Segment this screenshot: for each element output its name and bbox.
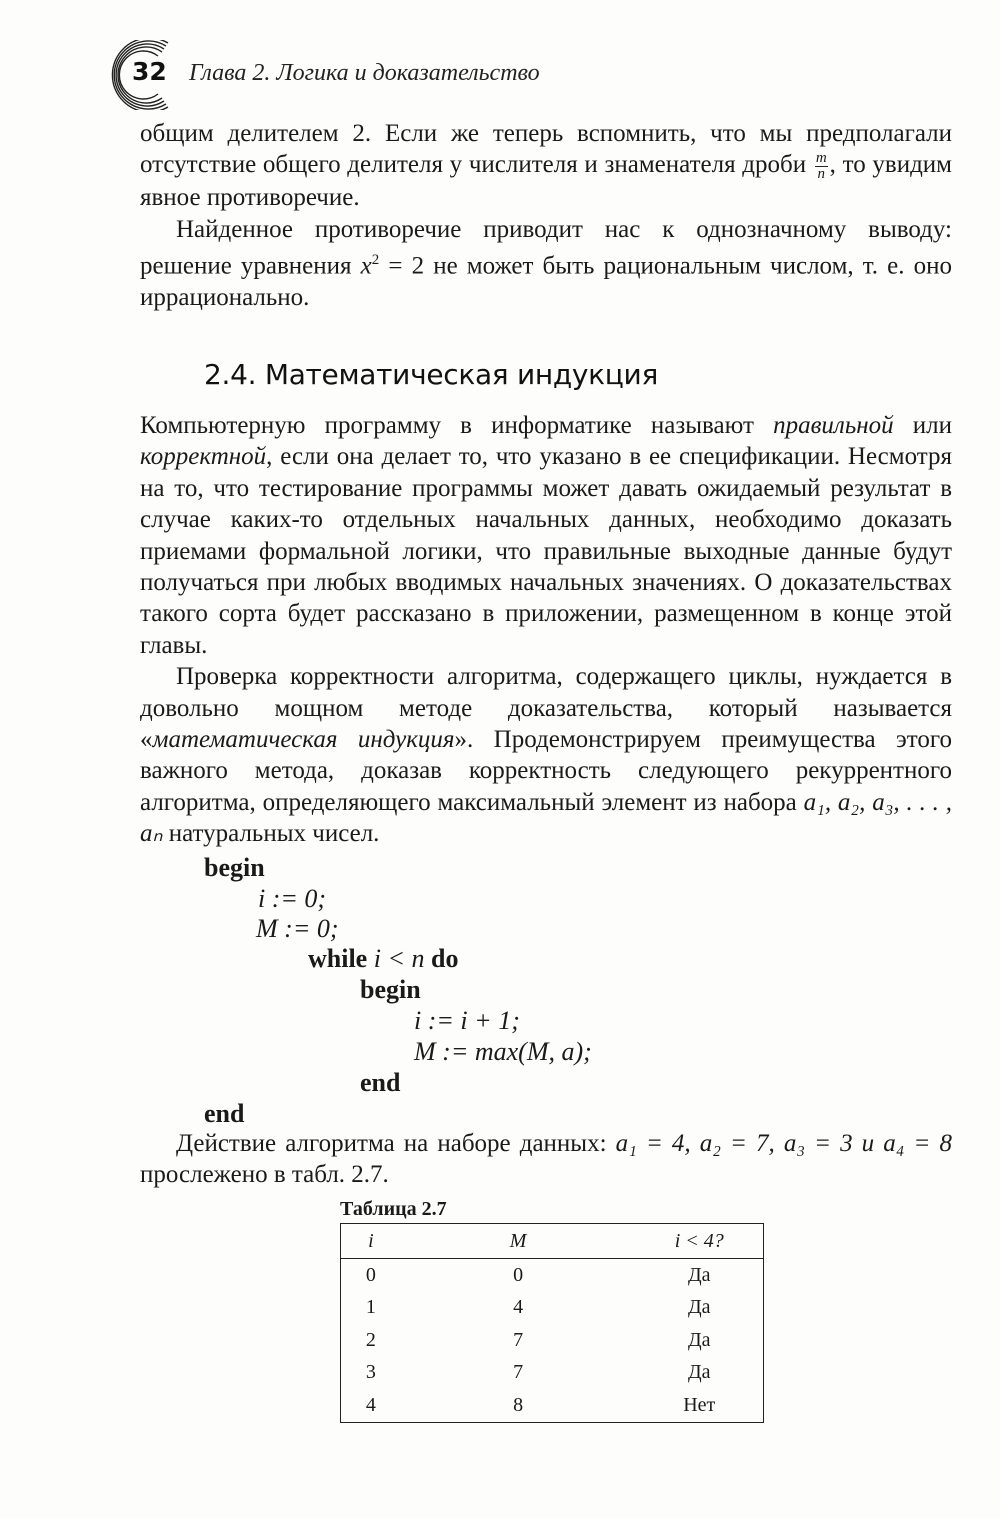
algorithm-inner-end: end: [360, 1068, 401, 1097]
table-caption: Таблица 2.7: [340, 1198, 447, 1220]
fraction-m-over-n: $\frac{m}{n}$: [815, 150, 827, 183]
table-header-condition: i < 4?: [636, 1224, 764, 1259]
table-cell: Да: [687, 1361, 711, 1384]
algorithm-m-init: M := 0;: [256, 914, 339, 943]
algorithm-while: while i < n do: [308, 944, 459, 973]
algorithm-m-step: M := max(M, a);: [414, 1037, 592, 1066]
algorithm-i-init: i := 0;: [258, 884, 327, 913]
table-row: [341, 1357, 764, 1390]
algorithm-inner-begin: begin: [360, 975, 421, 1004]
table-cell: 7: [513, 1361, 524, 1384]
intro-text: [140, 118, 952, 313]
table-cell: Да: [687, 1328, 711, 1351]
trace-table: [340, 1223, 764, 1423]
running-header: [104, 40, 804, 120]
table-header-row: [341, 1224, 764, 1259]
trace-paragraph: Действие алгоритма на наборе данных: a₁ = 4, a₂ = 7, a₃ = 3 и a₄ = 8 прослежено в табл. 2.7.: [140, 1130, 952, 1189]
section-heading: 2.4. Математическая индукция: [204, 358, 658, 391]
body-paragraph-2: Проверка корректности алгоритма, содержащего циклы, нуждается в довольно мощном методе доказательства, который называется «математическая индукция». Продемонстрируем преимущества этого важного метода, доказав корректность следующего рекуррентного алгоритма, определяющего максимальный элемент из набора a₁, a₂, a₃, . . . , aₙ натуральных чисел.: [140, 663, 952, 848]
intro-paragraph-1: общим делителем 2. Если же теперь вспомнить, что мы предполагали отсутствие общего делителя у числителя и знаменателя дроби $\frac{m}{n}$ , то увидим явное противоречие.: [140, 120, 952, 212]
table-cell: 7: [513, 1328, 524, 1351]
table-cell: 4: [365, 1393, 376, 1416]
table-cell: 1: [365, 1296, 376, 1319]
table-cell: Нет: [683, 1393, 716, 1416]
trace-text: [140, 1128, 952, 1191]
table-row: [341, 1259, 764, 1292]
table-cell: Да: [687, 1263, 711, 1286]
table-row: [341, 1324, 764, 1357]
table-cell: 8: [513, 1393, 524, 1416]
table-header-m: M: [401, 1224, 636, 1259]
algorithm-end: end: [204, 1099, 245, 1128]
table-row: [341, 1389, 764, 1422]
table-cell: 2: [365, 1328, 376, 1351]
intro-paragraph-2: Найденное противоречие приводит нас к однозначному выводу: решение уравнения $x^2 = 2$ не может быть рациональным числом, т. е. оно иррационально.: [140, 215, 952, 311]
page-number: 32: [132, 57, 167, 86]
table-cell: 0: [513, 1263, 524, 1286]
table-cell: 3: [365, 1361, 376, 1384]
body-text: [140, 410, 952, 850]
table-cell: 4: [513, 1296, 524, 1319]
table-row: [341, 1292, 764, 1325]
running-title: Глава 2. Логика и доказательство: [189, 60, 540, 86]
algorithm-begin: begin: [204, 853, 265, 882]
table-cell: Да: [687, 1296, 711, 1319]
table-cell: 0: [365, 1263, 376, 1286]
body-paragraph-1: Компьютерную программу в информатике называют правильной или корректной, если она делает то, что указано в ее спецификации. Несмотря на то, что тестирование программы может давать ожидаемый результат в случае каких-то отдельных начальных данных, необходимо доказать приемами формальной логики, что правильные выходные данные будут получаться при любых вводимых начальных значениях. О доказательствах такого сорта будет рассказано в приложении, размещенном в конце этой главы.: [140, 412, 953, 659]
algorithm-i-step: i := i + 1;: [414, 1006, 520, 1035]
table-header-i: i: [341, 1224, 401, 1259]
